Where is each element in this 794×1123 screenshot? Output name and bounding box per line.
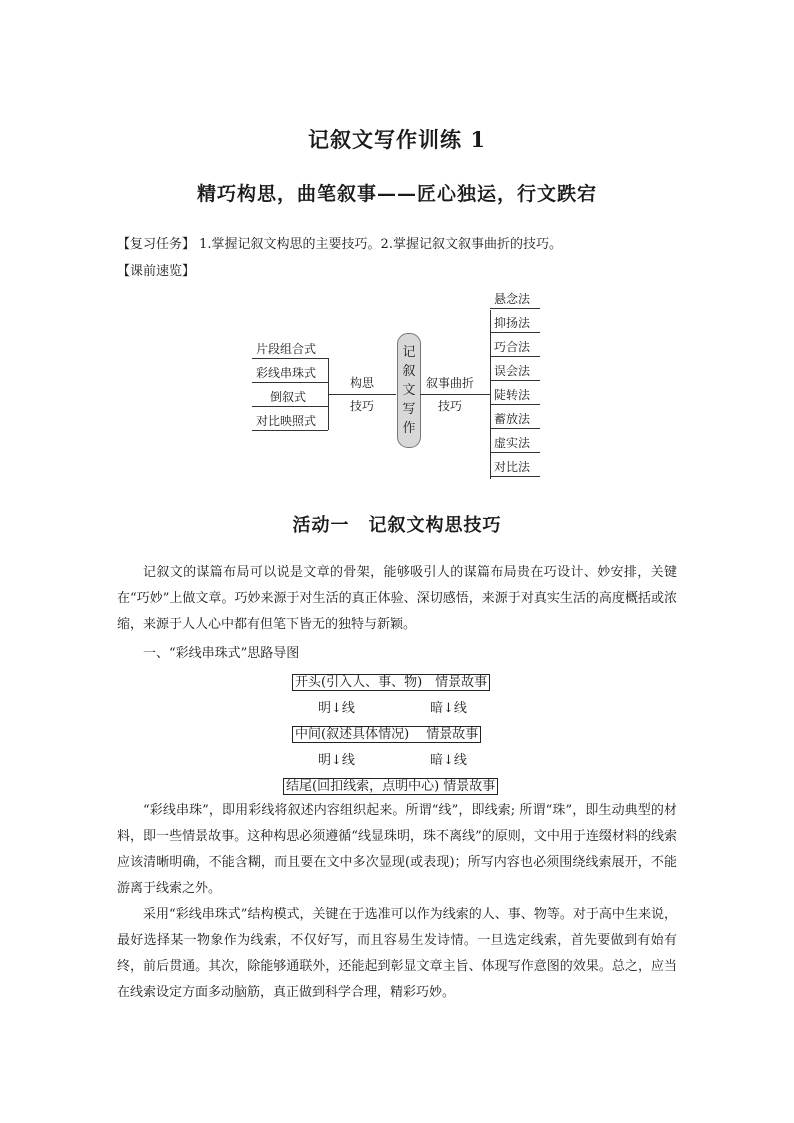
flow-arrow-right-2: 暗↓线	[430, 753, 467, 768]
center-char: 文	[402, 383, 416, 398]
right-item: 抑扬法	[494, 316, 531, 330]
right-label-line2: 技巧	[438, 399, 463, 413]
flow-row-3	[283, 775, 498, 794]
left-label-line1: 构思	[350, 376, 375, 390]
right-item: 蓄放法	[494, 412, 531, 426]
intro-paragraph	[117, 560, 677, 638]
preview-label: 【课前速览】	[117, 264, 196, 279]
right-item: 巧合法	[494, 340, 531, 354]
left-label-line2: 技巧	[350, 399, 375, 413]
flow-arrow-left-2: 明↓线	[318, 753, 355, 768]
center-topic	[397, 333, 421, 448]
review-task-label: 【复习任务】	[117, 237, 196, 252]
left-item: 对比映照式	[256, 414, 317, 428]
right-item: 悬念法	[494, 292, 531, 306]
paragraph-text: 记叙文的谋篇布局可以说是文章的骨架，能够吸引人的谋篇布局贵在巧设计、妙安排，关键在“巧妙”上做文章。巧妙来源于对生活的真正体验、深切感悟，来源于对真实生活的高度概括或浓缩，来源于人人心中都有但笔下皆无的独特与新颖。	[117, 565, 677, 632]
paragraph-text: “彩线串珠”，即用彩线将叙述内容组织起来。所谓“线”，即线索; 所谓“珠”，即生动典型的材料，即一些情景故事。这种构思必须遵循“线显珠明，珠不离线”的原则，文中用于连缀材料的线索应该清晰明确，不能含糊，而且要在文中多次显现(或表现)；所写内容也必须围绕线索展开，不能游离于线索之外。	[117, 803, 677, 896]
center-char: 作	[402, 421, 416, 436]
right-item: 误会法	[494, 364, 531, 378]
left-item: 倒叙式	[270, 390, 307, 404]
center-char: 写	[402, 402, 416, 417]
right-item: 对比法	[494, 460, 531, 474]
item-heading: 一、“彩线串珠式”思路导图	[143, 646, 300, 661]
flow-arrow-left-1: 明↓线	[318, 701, 355, 716]
right-item: 陡转法	[494, 388, 531, 402]
review-task-text: 1.掌握记叙文构思的主要技巧。2.掌握记叙文叙事曲折的技巧。	[199, 237, 562, 252]
flow-row-1	[292, 671, 490, 690]
document-title: 记叙文写作训练 1	[308, 127, 486, 152]
right-item: 虚实法	[494, 436, 531, 450]
left-item: 片段组合式	[256, 342, 317, 356]
explanation-paragraph	[117, 798, 677, 1006]
review-task-line	[117, 233, 562, 252]
center-char: 叙	[402, 364, 416, 379]
center-char: 记	[402, 345, 416, 360]
section-heading: 活动一 记叙文构思技巧	[292, 515, 502, 536]
document-subtitle: 精巧构思，曲笔叙事——匠心独运，行文跌宕	[196, 183, 597, 205]
flow-box-end: 结尾(回扣线索，点明中心) 情景故事	[283, 778, 498, 795]
left-item: 彩线串珠式	[256, 366, 317, 380]
flow-row-2	[292, 723, 481, 742]
flow-arrow-right-1: 暗↓线	[430, 701, 467, 716]
flow-box-middle: 中间(叙述具体情况) 情景故事	[292, 726, 481, 743]
paragraph-text: 采用“彩线串珠式”结构模式，关键在于选准可以作为线索的人、事、物等。对于高中生来说，最好选择某一物象作为线索，不仅好写，而且容易生发诗情。一旦选定线索，首先要做到有始有终，前后贯通。其次，除能够通联外，还能起到彰显文章主旨、体现写作意图的效果。总之，应当在线索设定方面多动脑筋，真正做到科学合理，精彩巧妙。	[117, 907, 677, 1000]
right-label-line1: 叙事曲折	[426, 376, 475, 390]
flow-box-start: 开头(引入人、事、物) 情景故事	[292, 674, 490, 691]
mind-map-diagram	[240, 285, 560, 480]
